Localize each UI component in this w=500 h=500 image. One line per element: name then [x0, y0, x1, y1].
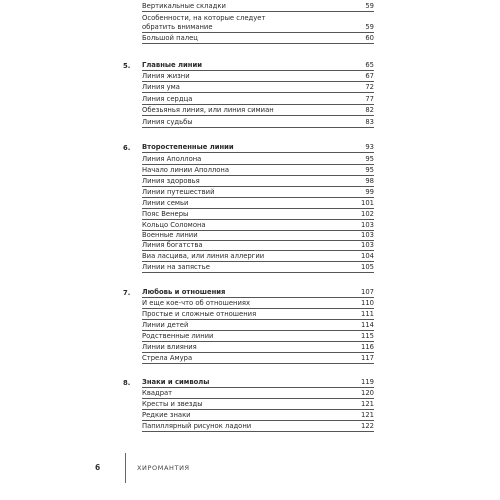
toc-entry-title-line-2: обратить внимание [142, 23, 213, 31]
toc-entry[interactable] [142, 299, 374, 309]
toc-entry[interactable] [142, 2, 374, 12]
toc-entry-title: Линия ума [142, 83, 180, 91]
toc-entry-title: Линия судьбы [142, 118, 193, 126]
toc-entry[interactable] [142, 95, 374, 105]
toc-entry[interactable] [142, 106, 374, 116]
chapter-title: Любовь и отношения [142, 288, 226, 296]
chapter-page: 119 [361, 378, 374, 386]
toc-entry-page: 120 [361, 389, 374, 397]
toc-entry-page: 115 [361, 332, 374, 340]
toc-entry[interactable] [142, 34, 374, 44]
toc-entry[interactable] [142, 332, 374, 342]
toc-entry-page: 122 [361, 422, 374, 430]
running-title: ХИРОМАНТИЯ [137, 464, 190, 472]
toc-entry-page: 103 [361, 221, 374, 229]
toc-entry[interactable] [142, 118, 374, 128]
chapter-heading-6[interactable] [123, 143, 374, 153]
toc-entry-page: 83 [365, 118, 374, 126]
toc-entry[interactable] [142, 411, 374, 421]
toc-entry-title: Стрела Амура [142, 354, 193, 362]
toc-entry-title: Линия здоровья [142, 177, 200, 185]
toc-entry-page: 121 [361, 411, 374, 419]
chapter-number: 7. [123, 289, 131, 297]
toc-entry[interactable] [142, 83, 374, 93]
chapter-page: 65 [365, 61, 374, 69]
toc-entry-title: Начало линии Аполлона [142, 166, 230, 174]
chapter-heading-5[interactable] [123, 61, 374, 71]
toc-entry-page: 101 [361, 199, 374, 207]
toc-entry[interactable] [142, 166, 374, 176]
chapter-title: Главные линии [142, 61, 202, 69]
toc-entry[interactable] [142, 210, 374, 220]
toc-entry-title: Квадрат [142, 389, 173, 397]
toc-entry[interactable] [142, 263, 374, 273]
chapter-number: 8. [123, 379, 131, 387]
toc-entry[interactable] [142, 400, 374, 410]
toc-entry-title: Кресты и звезды [142, 400, 203, 408]
toc-entry-page: 103 [361, 231, 374, 239]
toc-entry-page: 59 [365, 2, 374, 10]
toc-entry-title: Большой палец [142, 34, 198, 42]
toc-entry-page: 111 [361, 310, 374, 318]
toc-entry-page: 114 [361, 321, 374, 329]
toc-entry-page: 104 [361, 252, 374, 260]
toc-entry-title: Линии детей [142, 321, 189, 329]
toc-entry[interactable] [142, 389, 374, 399]
toc-entry[interactable] [142, 321, 374, 331]
toc-entry-page: 77 [365, 95, 374, 103]
chapter-title: Знаки и символы [142, 378, 210, 386]
toc-entry-title: Виа ласцива, или линия аллергии [142, 252, 265, 260]
chapter-line [142, 61, 374, 71]
toc-entry-title: Пояс Венеры [142, 210, 189, 218]
chapter-line [142, 378, 374, 388]
toc-entry-page: 67 [365, 72, 374, 80]
toc-entry-title: Вертикальные складки [142, 2, 226, 10]
toc-entry-page: 72 [365, 83, 374, 91]
toc-entry-title: И еще кое-что об отношениях [142, 299, 250, 307]
toc-entry-title: Линии влияния [142, 343, 197, 351]
toc-entry[interactable] [142, 241, 374, 251]
toc-entry-title: Линия сердца [142, 95, 193, 103]
chapter-number: 6. [123, 144, 131, 152]
toc-entry[interactable] [142, 310, 374, 320]
chapter-heading-8[interactable] [123, 378, 374, 388]
toc-entry-page: 117 [361, 354, 374, 362]
toc-entry-title-line-1: Особенности, на которые следует [142, 14, 266, 22]
toc-entry-title: Линия Аполлона [142, 155, 202, 163]
toc-entry[interactable] [142, 13, 374, 33]
page-number: 6 [95, 463, 101, 472]
toc-entry[interactable] [142, 354, 374, 364]
toc-entry-page: 116 [361, 343, 374, 351]
chapter-page: 107 [361, 288, 374, 296]
toc-entry-page: 95 [365, 166, 374, 174]
chapter-line [142, 288, 374, 298]
chapter-page: 93 [365, 143, 374, 151]
toc-entry-page: 99 [365, 188, 374, 196]
toc-entry-title: Редкие знаки [142, 411, 191, 419]
toc-entry-page: 103 [361, 241, 374, 249]
toc-entry-page: 105 [361, 263, 374, 271]
toc-entry[interactable] [142, 72, 374, 82]
toc-entry[interactable] [142, 199, 374, 209]
toc-entry-title: Военные линии [142, 231, 198, 239]
toc-entry[interactable] [142, 188, 374, 198]
toc-entry[interactable] [142, 177, 374, 187]
toc-entry-page: 82 [365, 106, 374, 114]
toc-entry-page: 102 [361, 210, 374, 218]
toc-entry[interactable] [142, 422, 374, 432]
toc-entry-title: Линии путешествий [142, 188, 215, 196]
toc-entry-page: 110 [361, 299, 374, 307]
toc-entry[interactable] [142, 155, 374, 165]
toc-entry-title: Обезьянья линия, или линия симиан [142, 106, 274, 114]
toc-entry-title: Линия жизни [142, 72, 190, 80]
chapter-title: Второстепенные линии [142, 143, 234, 151]
toc-entry-title: Кольцо Соломона [142, 221, 206, 229]
toc-entry-page: 95 [365, 155, 374, 163]
toc-entry-title: Линии семьи [142, 199, 189, 207]
toc-entry-page: 98 [365, 177, 374, 185]
toc-entry-page: 121 [361, 400, 374, 408]
chapter-heading-7[interactable] [123, 288, 374, 298]
toc-entry[interactable] [142, 252, 374, 262]
toc-entry-page: 59 [365, 23, 374, 31]
toc-entry-title: Простые и сложные отношения [142, 310, 257, 318]
footer-divider [125, 453, 126, 483]
toc-entry-title: Линии на запястье [142, 263, 210, 271]
chapter-number: 5. [123, 62, 131, 70]
chapter-line [142, 143, 374, 153]
toc-entry-page: 60 [365, 34, 374, 42]
toc-entry[interactable] [142, 343, 374, 353]
toc-entry-title: Линия богатства [142, 241, 203, 249]
toc-entry-title: Папиллярный рисунок ладони [142, 422, 252, 430]
toc-entry-title: Родственные линии [142, 332, 214, 340]
